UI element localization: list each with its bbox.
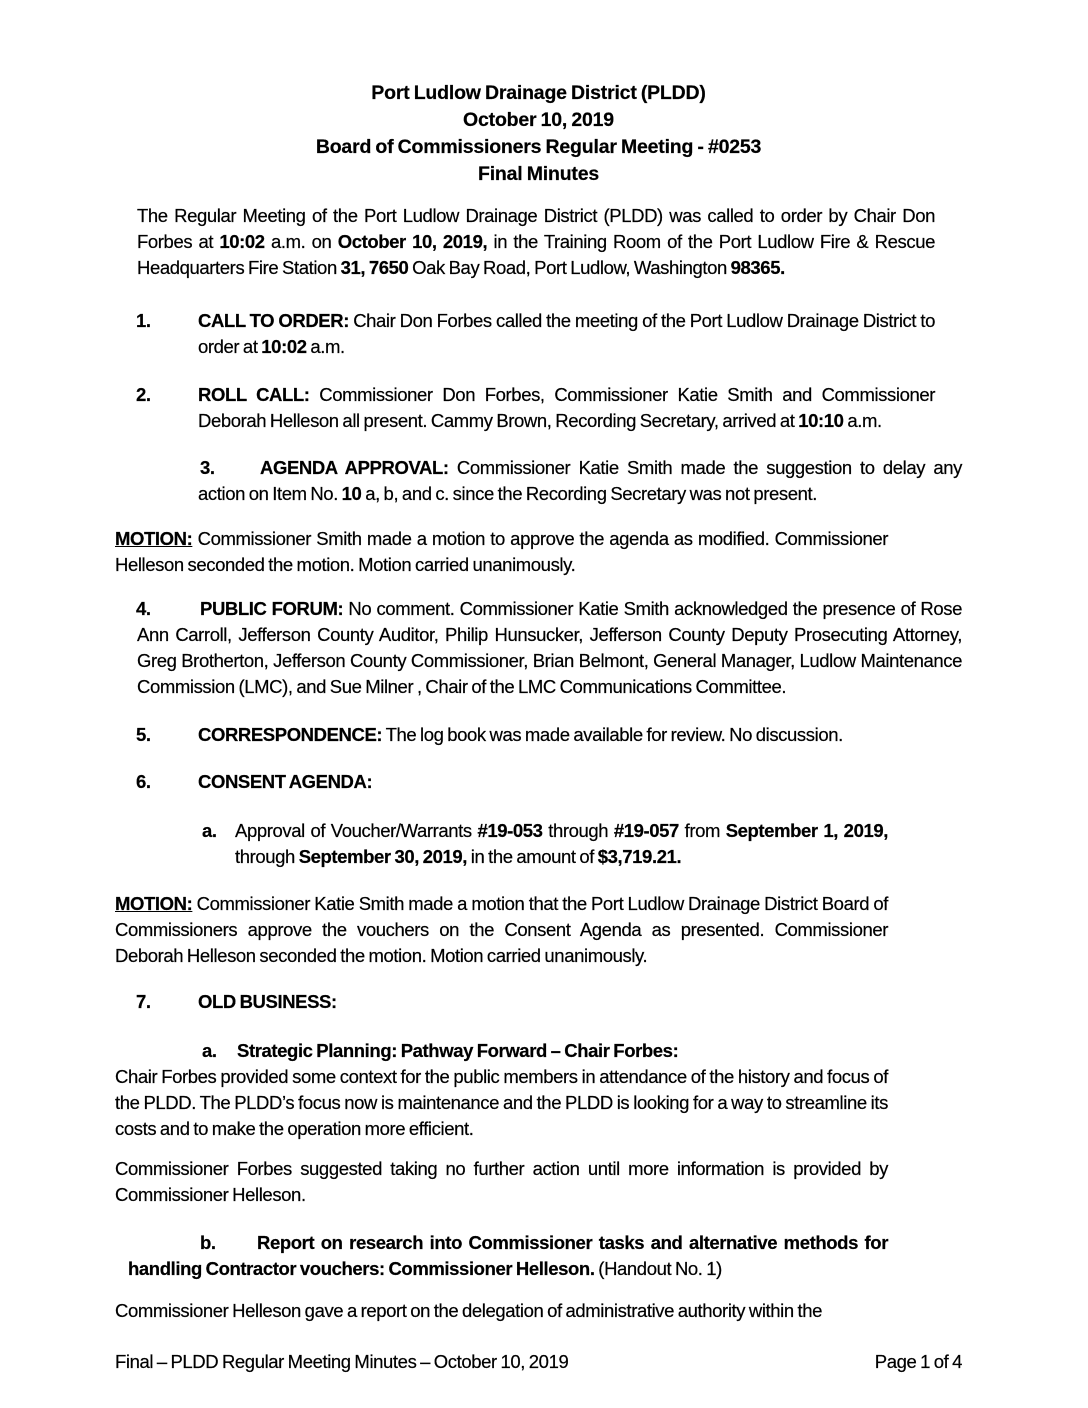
item-number: 4. — [136, 598, 151, 619]
item-heading: AGENDA APPROVAL: — [260, 457, 449, 478]
text-run-bold: 10 — [341, 483, 362, 504]
text-run: Approval of Voucher/Warrants — [235, 820, 478, 841]
item-heading: OLD BUSINESS: — [198, 991, 337, 1012]
page-footer — [115, 1349, 962, 1375]
agenda-item-4-public-forum — [115, 596, 962, 700]
text-run-bold: $3,719.21. — [597, 846, 682, 867]
agenda-item-2-roll-call — [115, 382, 962, 434]
agenda-item-3-agenda-approval — [115, 455, 962, 507]
item-heading: Strategic Planning: Pathway Forward – Chair Forbes: — [237, 1040, 679, 1061]
item-number: 1. — [136, 310, 151, 331]
item-heading: ROLL CALL: — [198, 384, 310, 405]
item-letter: b. — [200, 1232, 216, 1253]
text-run: a.m. — [306, 336, 345, 357]
text-run: Chair Don Forbes called the meeting of the Port Ludlow Drainage District to order at — [198, 310, 935, 357]
document-title-block — [115, 80, 962, 188]
motion-paragraph-1 — [115, 526, 888, 578]
text-run: No comment. Commissioner Katie Smith acknowledged the presence of Rose Ann Carroll, Jefferson County Auditor, Philip Hunsucker, Jefferson County Deputy Prosecuting Attorney, Greg Brotherton, Jefferson County Commissioner, Brian Belmont, General Manager, Ludlow Maintenance Commission (LMC), and Sue Milner , Chair of the LMC Communications Committee. — [137, 598, 962, 697]
item-text — [198, 308, 935, 360]
text-run: a.m. — [843, 410, 882, 431]
agenda-item-7b-contractor-vouchers — [115, 1230, 962, 1282]
text-run-bold: #19-053 — [477, 820, 543, 841]
text-run: through — [542, 820, 614, 841]
text-run: The log book was made available for review. No discussion. — [382, 724, 843, 745]
text-run: The Regular Meeting of the Port Ludlow Drainage District (PLDD) was called to order by Chair Don Forbes at — [137, 205, 935, 252]
text-run-bold: September 1, 2019, — [725, 820, 888, 841]
forbes-followup-paragraph: Commissioner Forbes suggested taking no further action until more information is provided by Commissioner Helleson. — [115, 1158, 888, 1205]
text-run-bold: #19-057 — [613, 820, 679, 841]
text-run: a, b, and c. since the Recording Secretary was not present. — [361, 483, 817, 504]
item-number: 3. — [200, 457, 215, 478]
footer-document-label: Final – PLDD Regular Meeting Minutes – October 10, 2019 — [115, 1351, 569, 1372]
item-number: 5. — [136, 724, 151, 745]
item-text — [198, 989, 962, 1015]
text-run-bold: October 10, 2019, — [337, 231, 488, 252]
item-text — [198, 382, 935, 434]
title-line-org: Port Ludlow Drainage District (PLDD) — [371, 82, 706, 104]
item-text — [198, 769, 962, 795]
item-text — [128, 1230, 888, 1282]
agenda-item-1-call-to-order — [115, 308, 962, 360]
title-line-date: October 10, 2019 — [463, 109, 614, 131]
text-run: Commissioner Katie Smith made the suggestion to delay any action on Item No. — [198, 457, 962, 504]
item-letter: a. — [202, 820, 217, 841]
item-heading: CALL TO ORDER: — [198, 310, 349, 331]
item-text — [137, 596, 962, 700]
agenda-item-6-consent-agenda — [115, 769, 962, 795]
item-number: 2. — [136, 384, 151, 405]
motion-text: Commissioner Katie Smith made a motion that the Port Ludlow Drainage District Board of Commissioners approve the vouchers on the Consent Agenda as presented. Commissioner Deborah Helleson seconded the motion. Motion carried unanimously. — [115, 893, 888, 966]
item-text — [198, 722, 962, 748]
item-number: 7. — [136, 991, 151, 1012]
motion-paragraph-2 — [115, 891, 888, 969]
text-run: Commissioner Don Forbes, Commissioner Katie Smith and Commissioner Deborah Helleson all present. Cammy Brown, Recording Secretary, arrived at — [198, 384, 935, 431]
item-text — [198, 455, 962, 507]
text-run: (Handout No. 1) — [594, 1258, 722, 1279]
strategic-planning-paragraph: Chair Forbes provided some context for the public members in attendance of the history and focus of the PLDD. The PLDD’s focus now is maintenance and the PLDD is looking for a way to streamline its costs and to make the operation more efficient. — [115, 1066, 888, 1139]
text-run: in the amount of — [467, 846, 598, 867]
text-run-bold: September 30, 2019, — [298, 846, 467, 867]
agenda-item-7-old-business — [115, 989, 962, 1015]
text-run: Oak Bay Road, Port Ludlow, Washington — [408, 257, 731, 278]
text-run-bold: 31, 7650 — [340, 257, 409, 278]
text-run: a.m. on — [264, 231, 338, 252]
item-heading: CONSENT AGENDA: — [198, 771, 373, 792]
text-run-bold: 98365. — [730, 257, 785, 278]
text-run-bold: 10:02 — [261, 336, 307, 357]
text-run-bold: 10:10 — [798, 410, 844, 431]
text-run-bold: 10:02 — [219, 231, 265, 252]
item-heading: PUBLIC FORUM: — [200, 598, 344, 619]
motion-label: MOTION: — [115, 528, 193, 549]
item-number: 6. — [136, 771, 151, 792]
agenda-item-5-correspondence — [115, 722, 962, 748]
text-run: from — [678, 820, 726, 841]
title-line-meeting: Board of Commissioners Regular Meeting - #0253 — [315, 136, 762, 158]
footer-page-number: Page 1 of 4 — [874, 1351, 962, 1372]
item-heading: Report on research into Commissioner tasks and alternative methods for handling Contractor vouchers: Commissioner Helleson. — [128, 1232, 888, 1279]
item-letter: a. — [202, 1040, 217, 1061]
title-line-status: Final Minutes — [478, 163, 599, 185]
text-run: through — [235, 846, 299, 867]
agenda-item-7a-strategic-planning — [115, 1038, 962, 1064]
helleson-report-paragraph: Commissioner Helleson gave a report on the delegation of administrative authority within the — [115, 1300, 823, 1321]
motion-label: MOTION: — [115, 893, 193, 914]
text-run: in the Training Room of the Port Ludlow Fire & Rescue Headquarters Fire Station — [137, 231, 935, 278]
intro-paragraph — [137, 203, 935, 281]
agenda-item-6a-vouchers — [115, 818, 962, 870]
motion-text: Commissioner Smith made a motion to approve the agenda as modified. Commissioner Helleson seconded the motion. Motion carried unanimously. — [115, 528, 888, 575]
item-text — [235, 818, 888, 870]
item-heading: CORRESPONDENCE: — [198, 724, 383, 745]
